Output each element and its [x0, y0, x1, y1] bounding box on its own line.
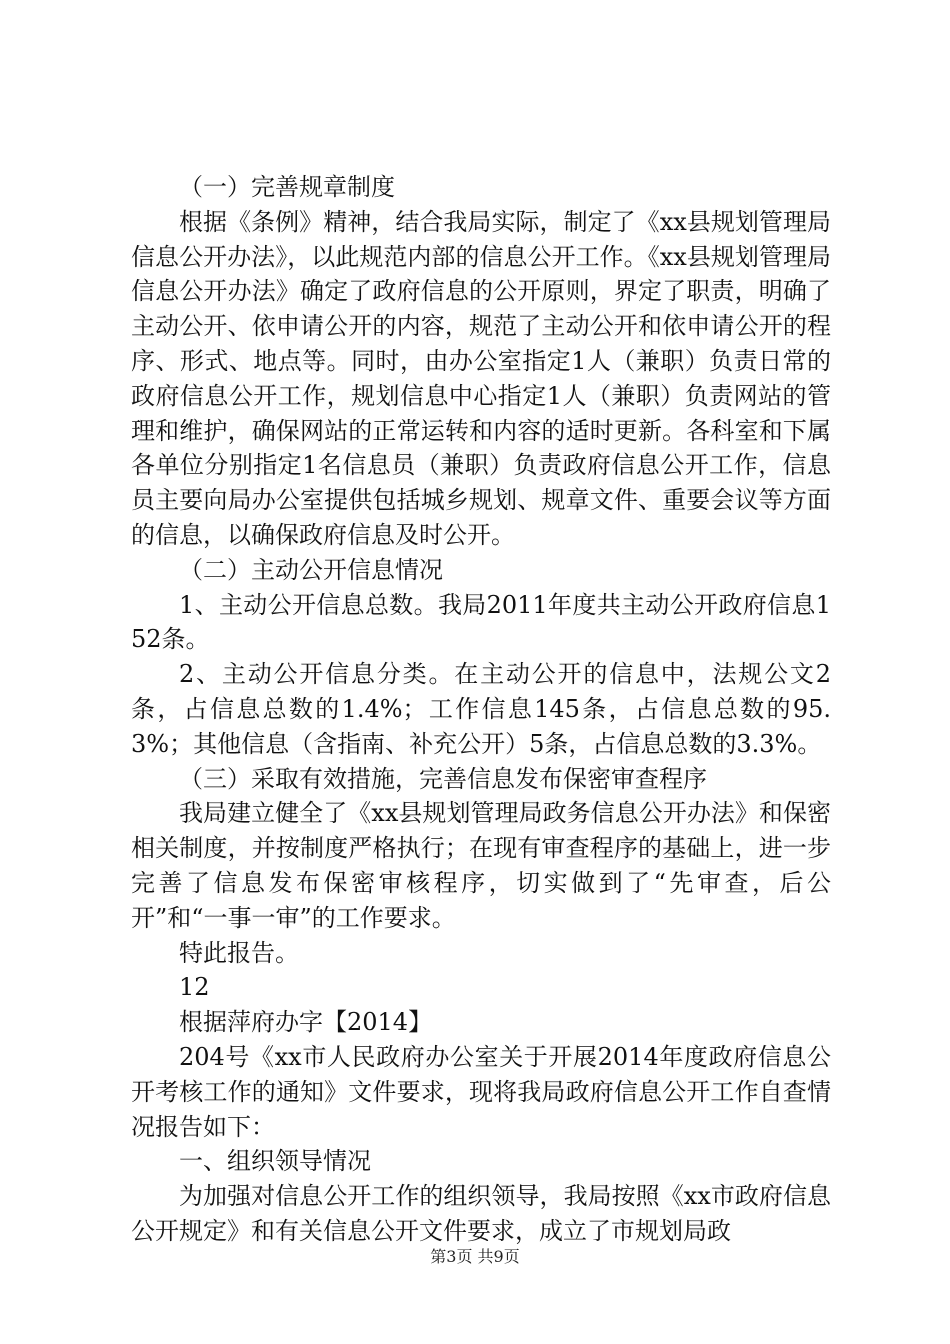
- body-paragraph: 204号《xx市人民政府办公室关于开展2014年度政府信息公开考核工作的通知》文件要求，现将我局政府信息公开工作自查情况报告如下：: [131, 1042, 831, 1141]
- section-heading: （一）完善规章制度: [179, 173, 395, 201]
- closing-line: 特此报告。: [179, 938, 299, 967]
- section-heading: 一、组织领导情况: [179, 1147, 371, 1176]
- section-heading: （二）主动公开信息情况: [179, 555, 443, 584]
- section-heading: （三）采取有效措施，完善信息发布保密审查程序: [179, 764, 707, 793]
- number-line: 12: [179, 973, 210, 1002]
- body-paragraph: 我局建立健全了《xx县规划管理局政务信息公开办法》和保密相关制度，并按制度严格执行；在现有审查程序的基础上，进一步完善了信息发布保密审核程序，切实做到了“先审查，后公开”和“一事一审”的工作要求。: [131, 799, 831, 932]
- body-paragraph: 2、主动公开信息分类。在主动公开的信息中，法规公文2条，占信息总数的1.4%；工作信息145条，占信息总数的95.3%；其他信息（含指南、补充公开）5条，占信息总数的3.3%。: [131, 660, 831, 758]
- page-number-footer: 第3页 共9页: [430, 1247, 520, 1266]
- body-paragraph: 1、主动公开信息总数。我局2011年度共主动公开政府信息152条。: [131, 590, 831, 654]
- body-paragraph: 为加强对信息公开工作的组织领导，我局按照《xx市政府信息公开规定》和有关信息公开文件要求，成立了市规划局政: [131, 1182, 831, 1245]
- body-paragraph: 根据《条例》精神，结合我局实际，制定了《xx县规划管理局信息公开办法》，以此规范内部的信息公开工作。《xx县规划管理局信息公开办法》确定了政府信息的公开原则，界定了职责，明确了主动公开、依申请公开的内容，规范了主动公开和依申请公开的程序、形式、地点等。同时，由办公室指定1人（兼职）负责日常的政府信息公开工作，规划信息中心指定1人（兼职）负责网站的管理和维护，确保网站的正常运转和内容的适时更新。各科室和下属各单位分别指定1名信息员（兼职）负责政府信息公开工作，信息员主要向局办公室提供包括城乡规划、规章文件、重要会议等方面的信息，以确保政府信息及时公开。: [131, 207, 831, 549]
- reference-line: 根据萍府办字【2014】: [179, 1008, 433, 1037]
- document-body: [131, 170, 831, 1249]
